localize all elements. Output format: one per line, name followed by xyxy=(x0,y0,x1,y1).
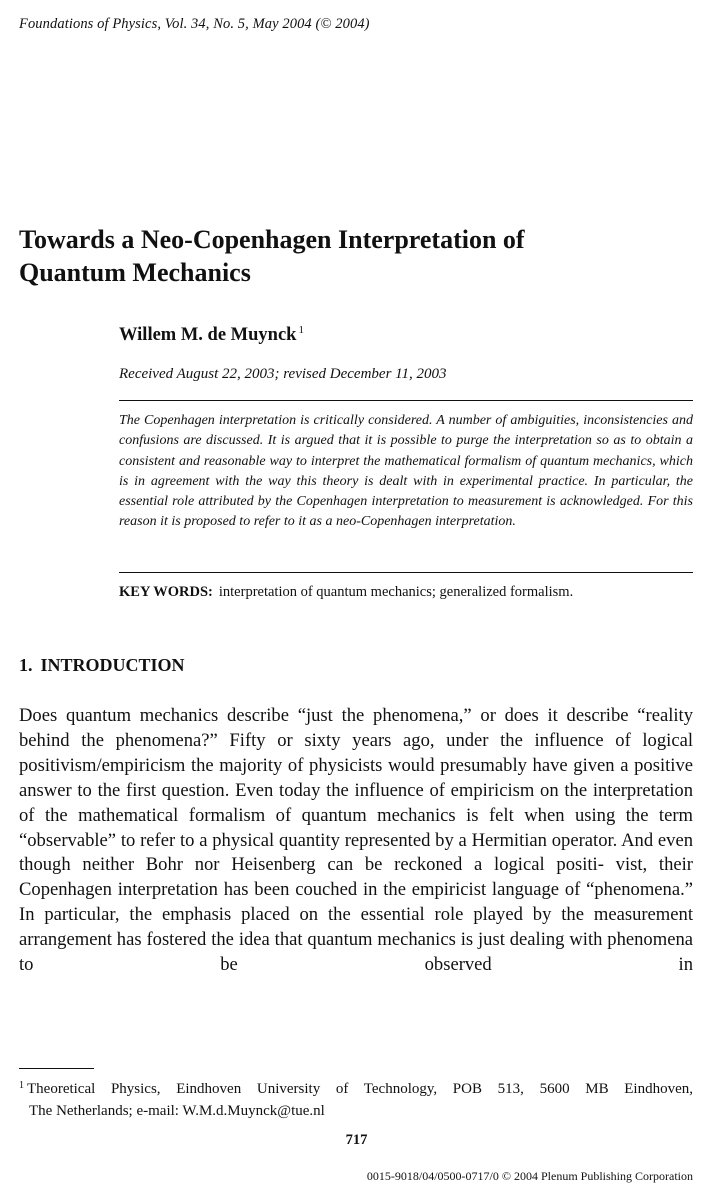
abstract: The Copenhagen interpretation is critically considered. A number of ambiguities, inconsistencies and confusions are discussed. It is argued that it is possible to purge the interpretation so as to obtain a consistent and reasonable way to interpret the mathematical formalism of quantum mechanics, which is in agreement with the way this theory is dealt with in experimental practice. In particular, the essential role attributed by the Copenhagen interpretation to measurement is acknowledged. For this reason it is proposed to refer to it as a neo-Copenhagen interpretation. xyxy=(119,413,693,530)
footnote xyxy=(19,1075,693,1122)
intro-paragraph: Does quantum mechanics describe “just the phenomena,” or does it describe “reality behind the phenomena?” Fifty or sixty years ago, under the influence of logical positivism/empiricism the majority of physicists would presumably have given a positive answer to the first question. Even today the influence of empiricism on the interpretation of the mathematical formalism of quantum mechanics is felt when using the term “observable” to refer to a physical quantity represented by a Hermitian operator. And even though neither Bohr nor Heisenberg can be reckoned a logical positi- vist, their Copenhagen interpretation has been couched in the empiricist language of “phenomena.” In particular, the emphasis placed on the essential role played by the measurement arrangement has fostered the idea that quantum mechanics is just dealing with phenomena to be observed in xyxy=(19,705,693,976)
author-name: Willem M. de Muynck xyxy=(119,325,297,345)
article-title-line-1: Towards a Neo-Copenhagen Interpretation of xyxy=(19,225,525,254)
article-title-line-2: Quantum Mechanics xyxy=(19,258,251,287)
section-heading xyxy=(19,655,185,676)
publisher-imprint: 0015-9018/04/0500-0717/0 © 2004 Plenum Publishing Corporation xyxy=(366,1169,693,1183)
footnote-text-1: Theoretical Physics, Eindhoven University of Technology, POB 513, 5600 MB Eindhoven, xyxy=(27,1081,693,1097)
footnote-mark: 1 xyxy=(19,1080,24,1091)
footnote-line-2: The Netherlands; e-mail: W.M.d.Muynck@tue.nl xyxy=(29,1102,325,1119)
section-title: INTRODUCTION xyxy=(40,655,185,675)
section-number: 1. xyxy=(19,655,33,675)
footnote-rule xyxy=(19,1068,94,1069)
author-footnote-mark: 1 xyxy=(298,324,304,336)
abstract-bottom-rule xyxy=(119,572,693,573)
keywords-label: KEY WORDS: xyxy=(119,584,213,600)
abstract-top-rule xyxy=(119,400,693,401)
received-dates: Received August 22, 2003; revised December 11, 2003 xyxy=(119,366,447,382)
footnote-line-1 xyxy=(19,1075,693,1101)
keywords-text: interpretation of quantum mechanics; generalized formalism. xyxy=(218,584,574,600)
article-title xyxy=(19,223,679,289)
running-header: Foundations of Physics, Vol. 34, No. 5, May 2004 (© 2004) xyxy=(19,16,370,32)
author-line xyxy=(119,324,304,346)
page-number: 717 xyxy=(345,1132,368,1148)
keywords xyxy=(119,584,573,601)
